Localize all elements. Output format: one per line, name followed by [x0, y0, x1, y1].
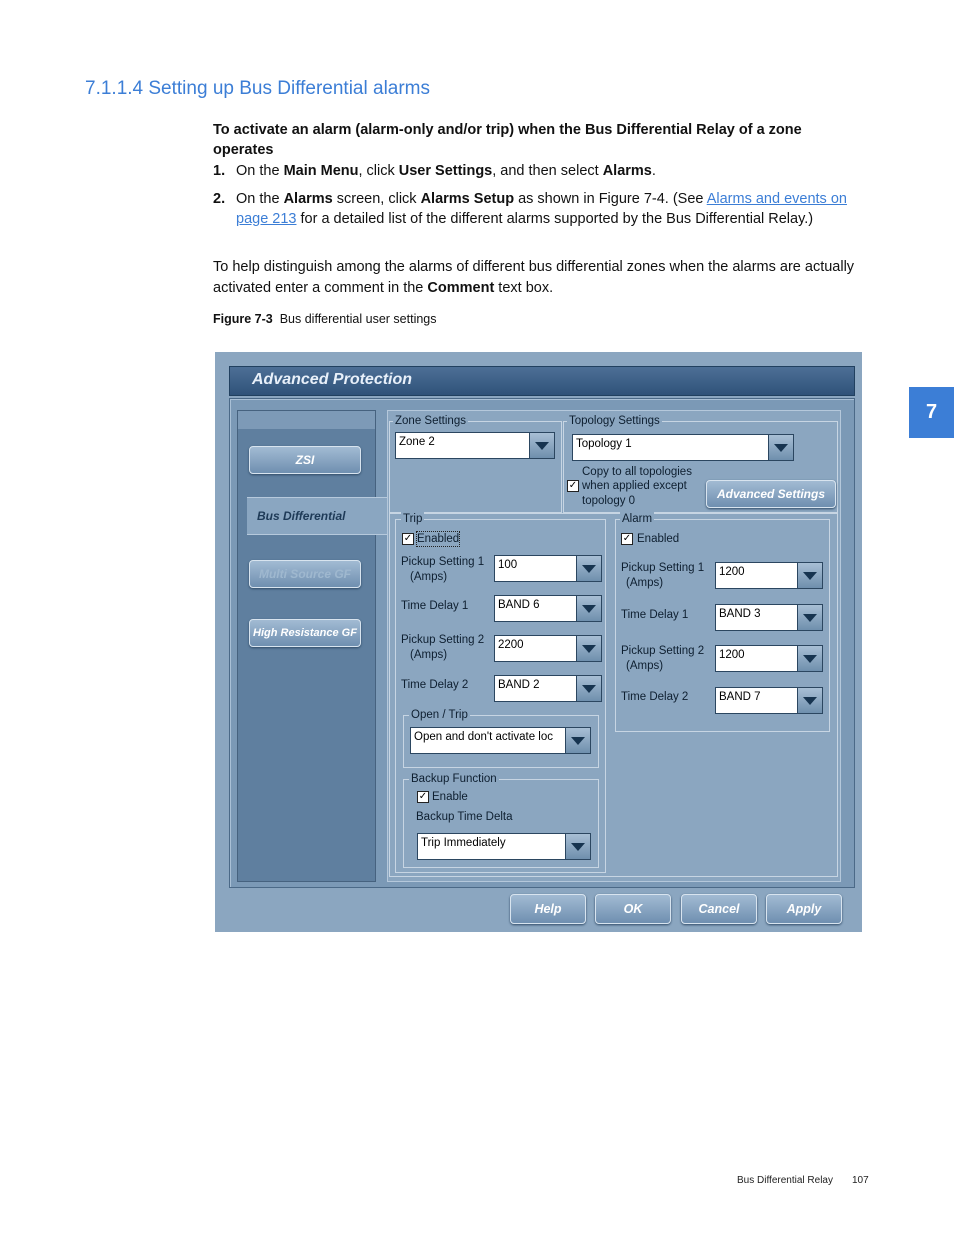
- chevron-down-icon[interactable]: [768, 435, 793, 460]
- alarm-delay2-label: Time Delay 2: [621, 691, 689, 703]
- topology-select[interactable]: Topology 1: [572, 434, 794, 461]
- trip-delay1-label: Time Delay 1: [401, 600, 469, 612]
- backup-enable-label: Enable: [432, 791, 468, 803]
- alarm-pickup2-label: Pickup Setting 2: [621, 645, 705, 657]
- chapter-tab: 7: [909, 387, 954, 438]
- trip-delay2-label: Time Delay 2: [401, 679, 469, 691]
- backup-delay-select[interactable]: Trip Immediately: [417, 833, 591, 860]
- trip-enabled-checkbox[interactable]: ✓: [403, 533, 413, 544]
- trip-pickup2-unit: (Amps): [410, 649, 448, 661]
- zone-settings-label: Zone Settings: [395, 415, 466, 427]
- trip-pickup2-label: Pickup Setting 2: [401, 634, 485, 646]
- alarm-delay2-select[interactable]: BAND 7: [715, 687, 823, 714]
- chevron-down-icon[interactable]: [797, 563, 822, 588]
- tab-bus-differential[interactable]: Bus Differential: [247, 497, 387, 535]
- chevron-down-icon[interactable]: [565, 728, 590, 753]
- topology-settings-label: Topology Settings: [569, 415, 660, 427]
- alarm-delay1-label: Time Delay 1: [621, 609, 689, 621]
- chevron-down-icon[interactable]: [576, 636, 601, 661]
- trip-delay1-select[interactable]: BAND 6: [494, 595, 602, 622]
- backup-function-label: Backup Function: [411, 773, 497, 785]
- step-1: 1. On the Main Menu, click User Settings, and then select Alarms.: [213, 163, 656, 179]
- section-title: 7.1.1.4 Setting up Bus Differential alarms: [85, 78, 431, 99]
- footer-doc-title: Bus Differential Relay: [737, 1175, 833, 1186]
- trip-pickup1-select[interactable]: 100: [494, 555, 602, 582]
- copy-topologies-label-3: topology 0: [582, 495, 636, 507]
- alarm-delay1-select[interactable]: BAND 3: [715, 604, 823, 631]
- help-button[interactable]: Help: [510, 894, 586, 924]
- alarm-enabled-checkbox[interactable]: ✓: [622, 533, 632, 544]
- advanced-protection-screenshot: [215, 352, 862, 932]
- alarm-pickup1-unit: (Amps): [626, 577, 664, 589]
- alarms-events-link[interactable]: Alarms and events on page 213: [236, 191, 847, 227]
- alarm-pickup2-unit: (Amps): [626, 660, 664, 672]
- chevron-down-icon[interactable]: [576, 676, 601, 701]
- alarm-enabled-label: Enabled: [637, 533, 680, 545]
- window-titlebar: [229, 366, 855, 396]
- step-number: 2.: [213, 191, 226, 207]
- chevron-down-icon[interactable]: [529, 433, 554, 458]
- step-number: 1.: [213, 163, 226, 179]
- ok-button[interactable]: OK: [595, 894, 671, 924]
- trip-label: Trip: [403, 513, 423, 525]
- sidebar-top-strip: [238, 411, 375, 429]
- lead-heading: To activate an alarm (alarm-only and/or trip) when the Bus Differential Relay of a zone operates: [213, 122, 802, 158]
- trip-pickup1-unit: (Amps): [410, 571, 448, 583]
- backup-enable-checkbox[interactable]: ✓: [418, 791, 428, 802]
- high-resistance-gf-button[interactable]: High Resistance GF: [249, 619, 361, 647]
- multi-source-gf-button[interactable]: Multi Source GF: [249, 560, 361, 588]
- window-title: Advanced Protection: [252, 371, 413, 388]
- chevron-down-icon[interactable]: [565, 834, 590, 859]
- chevron-down-icon[interactable]: [797, 646, 822, 671]
- zsi-button[interactable]: ZSI: [249, 446, 361, 474]
- body-paragraph: To help distinguish among the alarms of different bus differential zones when the alarms are actually activated enter a comment in the Comment text box.: [213, 259, 855, 296]
- figure-caption: Figure 7-3 Bus differential user settings: [213, 312, 437, 326]
- footer-page-number: 107: [852, 1175, 869, 1186]
- copy-topologies-label-2: when applied except: [582, 480, 687, 492]
- trip-delay2-select[interactable]: BAND 2: [494, 675, 602, 702]
- open-trip-select[interactable]: Open and don't activate loc: [410, 727, 591, 754]
- chevron-down-icon[interactable]: [797, 605, 822, 630]
- copy-topologies-label-1: Copy to all topologies: [582, 466, 692, 478]
- backup-delay-label: Backup Time Delta: [416, 811, 513, 823]
- chevron-down-icon[interactable]: [576, 556, 601, 581]
- alarm-pickup2-select[interactable]: 1200: [715, 645, 823, 672]
- apply-button[interactable]: Apply: [766, 894, 842, 924]
- step-2: 2. On the Alarms screen, click Alarms Setup as shown in Figure 7-4. (See Alarms and events on page 213 for a detailed list of the different alarms supported by the Bus Differential Relay.): [213, 191, 847, 227]
- trip-pickup1-label: Pickup Setting 1: [401, 556, 485, 568]
- zone-select[interactable]: Zone 2: [395, 432, 555, 459]
- trip-enabled-label: Enabled: [417, 533, 460, 545]
- alarm-pickup1-label: Pickup Setting 1: [621, 562, 705, 574]
- open-trip-label: Open / Trip: [411, 709, 468, 721]
- alarm-pickup1-select[interactable]: 1200: [715, 562, 823, 589]
- copy-topologies-checkbox[interactable]: ✓: [568, 480, 578, 491]
- advanced-settings-button[interactable]: Advanced Settings: [706, 480, 836, 508]
- trip-pickup2-select[interactable]: 2200: [494, 635, 602, 662]
- chevron-down-icon[interactable]: [797, 688, 822, 713]
- cancel-button[interactable]: Cancel: [681, 894, 757, 924]
- chevron-down-icon[interactable]: [576, 596, 601, 621]
- alarm-label: Alarm: [622, 513, 653, 525]
